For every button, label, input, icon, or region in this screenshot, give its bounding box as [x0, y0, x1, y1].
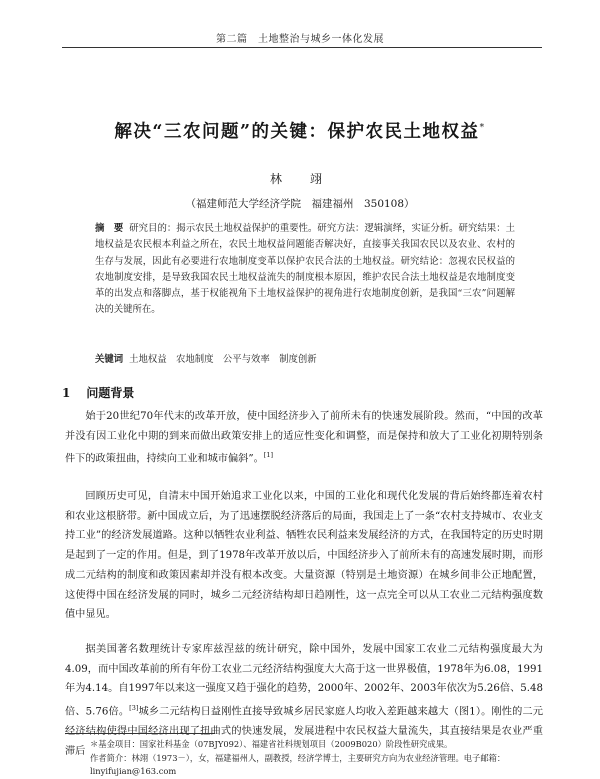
citation-ref: [3]	[129, 704, 139, 713]
running-header: 第二篇 土地整治与城乡一体化发展	[216, 34, 384, 45]
author-affiliation: （福建师范大学经济学院 福建福州 350108）	[185, 198, 415, 210]
footnote-rule	[65, 733, 215, 734]
title-footnote-mark: *	[479, 123, 486, 134]
section-number: 1	[62, 386, 71, 400]
abstract-label: 摘 要	[95, 223, 124, 234]
keywords-label: 关键词	[95, 354, 124, 365]
header-rule	[62, 47, 542, 48]
author-name: 林 翊	[269, 172, 330, 186]
footnote-fund: ＊基金项目：国家社科基金（07BJY092）、福建省社科规划项目（2009B020）阶段性研究成果。	[90, 739, 453, 749]
body-paragraph	[65, 407, 543, 470]
title-text: 解决“三农问题”的关键：保护农民土地权益	[114, 122, 480, 142]
paragraph-text: 城乡二元结构日益刚性直接导致城乡居民家庭人均收入差距越来越大（图1）。刚性的二元经济结构使得中国经济出现了扭曲式的快速发展，发展进程中农民权益大量流失，其直接结果是农业严重滞后	[65, 706, 543, 757]
paragraph-text: 始于20世纪70年代末的改革开放，使中国经济步入了前所未有的快速发展阶段。然而，“中国的改革并没有因工业化中期的到来而做出政策安排上的适应性变化和调整，而是保持和放大了工业化初期特别条件下的政策扭曲，持续向工业和城市偏斜”。	[65, 411, 543, 465]
paper-title	[60, 118, 540, 143]
abstract-text: 研究目的：揭示农民土地权益保护的重要性。研究方法：逻辑演绎，实证分析。研究结果：土地权益是农民根本利益之所在，农民土地权益问题能否解决好，直接事关我国农民以及农业、农村的生存与发展，因此有必要进行农地制度变革以保护农民合法的土地权益。研究结论：忽视农民权益的农地制度安排，是导致我国农民土地权益流失的制度根本原因，维护农民合法土地权益是农地制度变革的出发点和落脚点，基于权能视角下土地权益保护的视角进行农地制度创新，是我国“三农”问题解决的关键所在。	[95, 223, 515, 316]
footnotes	[90, 738, 530, 779]
keywords-text: 土地权益 农地制度 公平与效率 制度创新	[129, 354, 317, 365]
paragraph-text: 据美国著名数理统计专家库兹涅兹的统计研究，除中国外，发展中国家工农业二元结构强度最大为4.09，而中国改革前的所有年份工农业二元经济结构强度大大高于这一世界极值，1978年为6.08，1991年为4.14。自1997年以来这一强度又趋于强化的趋势，2000年、2002年、2003年依次为5.26倍、5.48倍、5.76倍。	[65, 644, 543, 718]
citation-ref: [1]	[263, 451, 273, 460]
section-title: 问题背景	[86, 386, 135, 400]
abstract	[95, 221, 515, 319]
body-paragraph: 回顾历史可见，自清末中国开始追求工业化以来，中国的工业化和现代化发展的背后始终都连着农村和农业这根脐带。新中国成立后，为了迅速摆脱经济落后的局面，我国走上了一条“农村支持城市、农业支持工业”的经济发展道路。这种以牺牲农业利益、牺牲农民利益来发展经济的方式，在我国特定的历史时期是起到了一定的作用。但是，到了1978年改革开放以后，中国经济步入了前所未有的高速发展时期，而形成二元结构的制度和政策因素却并没有根本改变。大量资源（特别是土地资源）在城乡间非公正地配置，这使得中国在经济发展的同时，城乡二元经济结构却日趋刚性，这一点完全可以从工农业二元结构强度数值中显见。	[65, 491, 543, 621]
footnote-author: 作者简介：林翊（1973－），女，福建福州人，副教授，经济学博士，主要研究方向为农业经济管理。电子邮箱：linyifujian@163.com	[90, 752, 506, 776]
section-heading	[62, 384, 134, 401]
keywords	[95, 352, 515, 368]
